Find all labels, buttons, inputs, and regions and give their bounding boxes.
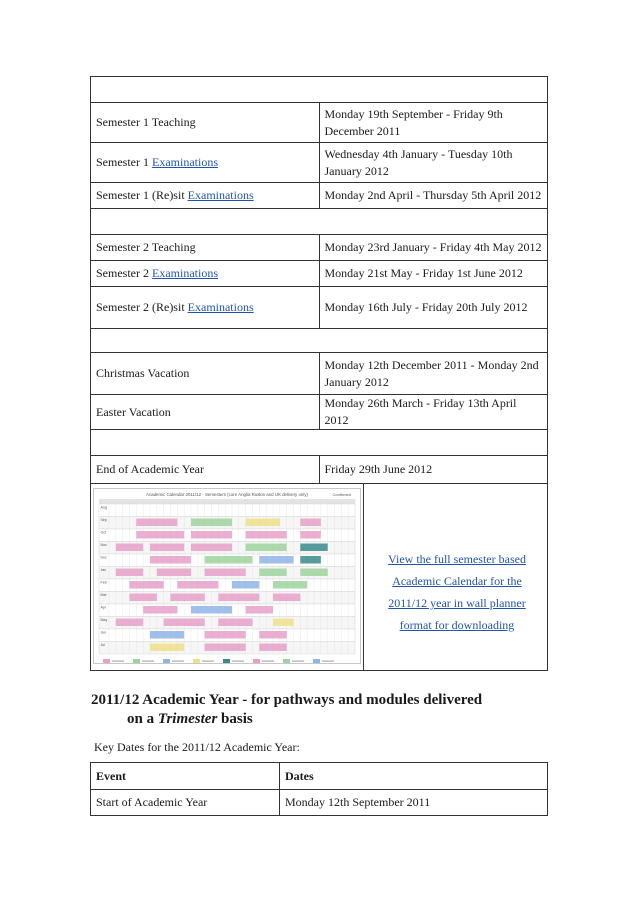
event-label: Semester 2 Teaching [96, 240, 196, 254]
column-header-dates: Dates [280, 763, 548, 790]
table-row [91, 143, 548, 183]
calendar-event-block [150, 644, 184, 652]
heading-prefix: on a [127, 711, 158, 727]
event-cell [91, 143, 320, 183]
calendar-legend-text [202, 661, 214, 662]
event-cell [91, 353, 320, 395]
trimester-dates-table [90, 762, 548, 816]
event-label-prefix: Semester 1 (Re)sit [96, 188, 188, 202]
table-row-spacer [91, 329, 548, 353]
date-cell [319, 183, 548, 209]
event-label-prefix: Semester 2 [96, 266, 152, 280]
calendar-event-block [273, 619, 294, 627]
calendar-event-block [259, 556, 293, 564]
date-text: Friday 29th June 2012 [324, 462, 433, 476]
calendar-event-block [259, 644, 286, 652]
calendar-event-block [218, 594, 259, 602]
calendar-row [91, 484, 548, 671]
key-dates-intro: Key Dates for the 2011/12 Academic Year: [94, 740, 300, 754]
link-line[interactable]: View the full semester based [388, 552, 526, 566]
calendar-event-block [218, 619, 252, 627]
calendar-cell [91, 484, 548, 671]
calendar-event-block [246, 519, 280, 527]
calendar-event-block [143, 606, 177, 614]
date-cell [319, 287, 548, 329]
date-text: Wednesday 4th January - Tuesday 10th January 2012 [324, 146, 513, 178]
calendar-event-block [136, 531, 184, 539]
date-cell [319, 143, 548, 183]
calendar-thumb-status: Confirmed [332, 492, 351, 497]
table-row [91, 790, 548, 816]
table-row-spacer [91, 430, 548, 456]
calendar-event-block [116, 619, 143, 627]
table-row [91, 287, 548, 329]
section-heading [91, 691, 561, 729]
date-text: Monday 26th March - Friday 13th April 2012 [324, 396, 517, 427]
event-label: Start of Academic Year [96, 795, 208, 809]
calendar-event-block [157, 569, 191, 577]
date-cell [319, 395, 548, 430]
heading-suffix: basis [217, 711, 253, 727]
event-cell [91, 235, 320, 261]
calendar-event-block [150, 556, 191, 564]
calendar-legend-swatch [313, 659, 320, 663]
calendar-legend-swatch [223, 659, 230, 663]
calendar-event-block [150, 631, 184, 639]
calendar-month-label: Aug [100, 505, 107, 510]
event-cell [91, 287, 320, 329]
date-cell [319, 103, 548, 143]
calendar-event-block [136, 519, 177, 527]
calendar-legend-text [292, 661, 304, 662]
event-cell [91, 456, 320, 484]
calendar-header-strip [99, 499, 355, 504]
resit-examinations-link[interactable]: Examinations [187, 300, 254, 314]
link-line[interactable]: 2011/12 year in wall planner [388, 596, 526, 610]
calendar-thumb-title: Academic Calendar 2011/12 - Semesters (core Anglia Ruskin and UK delivery only) [146, 492, 308, 497]
calendar-event-block [300, 569, 327, 577]
event-cell [91, 790, 280, 816]
calendar-event-block [246, 544, 287, 552]
calendar-event-block [300, 519, 321, 527]
calendar-divider [363, 484, 364, 670]
calendar-month-label: Jul [100, 643, 106, 647]
table-row [91, 103, 548, 143]
calendar-event-block [205, 569, 246, 577]
calendar-legend-swatch [163, 659, 170, 663]
calendar-event-block [273, 594, 300, 602]
calendar-month-label: Jun [100, 630, 107, 635]
calendar-event-block [164, 619, 205, 627]
calendar-event-block [259, 569, 286, 577]
calendar-event-block [232, 581, 259, 589]
table-row [91, 183, 548, 209]
date-text: Monday 19th September - Friday 9th December 2011 [324, 106, 503, 138]
calendar-event-block [205, 556, 253, 564]
event-label-prefix: Semester 1 [96, 155, 152, 169]
event-cell [91, 395, 320, 430]
calendar-event-block [116, 569, 143, 577]
spacer-cell [91, 209, 548, 235]
heading-line-1: 2011/12 Academic Year - for pathways and modules delivered [91, 692, 483, 708]
calendar-event-block [205, 631, 246, 639]
examinations-link[interactable]: Examinations [152, 266, 218, 280]
date-text: Monday 12th September 2011 [285, 795, 431, 809]
event-label: Christmas Vacation [96, 366, 190, 380]
date-text: Monday 12th December 2011 - Monday 2nd January 2012 [324, 357, 539, 389]
table-row-spacer [91, 209, 548, 235]
calendar-legend-swatch [103, 659, 110, 663]
calendar-month-row [99, 504, 355, 517]
calendar-month-label: Jan [100, 568, 107, 572]
table-row [91, 395, 548, 430]
calendar-event-block [150, 544, 184, 552]
column-header-event: Event [91, 763, 280, 790]
calendar-month-label: Oct [100, 530, 107, 535]
calendar-event-block [259, 631, 286, 639]
calendar-event-block [246, 606, 273, 614]
calendar-month-label: Sep [100, 518, 107, 522]
table-row-spacer [91, 77, 548, 103]
event-cell [91, 261, 320, 287]
spacer-cell [91, 430, 548, 456]
calendar-month-label: Nov [100, 543, 107, 547]
heading-emphasis: Trimester [157, 711, 218, 727]
event-label: Semester 1 Teaching [96, 115, 196, 129]
calendar-event-block [191, 544, 232, 552]
calendar-event-block [130, 594, 157, 602]
calendar-legend-text [322, 661, 334, 662]
date-text: Monday 21st May - Friday 1st June 2012 [324, 266, 523, 280]
calendar-month-label: Dec [100, 555, 107, 560]
resit-examinations-link[interactable]: Examinations [187, 188, 254, 202]
table-row [91, 456, 548, 484]
calendar-legend-swatch [133, 659, 140, 663]
event-label-prefix: Semester 2 (Re)sit [96, 300, 188, 314]
calendar-event-block [191, 519, 232, 527]
calendar-month-label: May [100, 618, 108, 622]
event-label: End of Academic Year [96, 462, 204, 476]
date-text: Monday 2nd April - Thursday 5th April 2012 [324, 188, 542, 202]
link-line[interactable]: Academic Calendar for the [392, 574, 522, 588]
table-row [91, 235, 548, 261]
calendar-event-block [130, 581, 164, 589]
calendar-event-block [205, 644, 246, 652]
heading-line-2 [91, 710, 561, 729]
calendar-month-label: Apr [100, 605, 107, 610]
date-cell [319, 261, 548, 287]
spacer-cell [91, 329, 548, 353]
date-cell [280, 790, 548, 816]
event-label: Easter Vacation [96, 404, 171, 419]
date-cell [319, 235, 548, 261]
table-row [91, 353, 548, 395]
calendar-thumbnail[interactable] [93, 488, 361, 664]
semester-dates-table [90, 76, 548, 671]
calendar-event-block [300, 544, 327, 552]
event-cell [91, 103, 320, 143]
calendar-legend-swatch [253, 659, 260, 663]
spacer-cell [91, 77, 548, 103]
calendar-legend-swatch [193, 659, 200, 663]
calendar-event-block [273, 581, 307, 589]
calendar-event-block [116, 544, 143, 552]
calendar-event-block [177, 581, 218, 589]
date-text: Monday 16th July - Friday 20th July 2012 [324, 300, 528, 314]
date-text: Monday 23rd January - Friday 4th May 2012 [324, 240, 542, 254]
calendar-legend-text [112, 661, 124, 662]
calendar-download-link[interactable] [371, 548, 543, 636]
calendar-event-block [191, 531, 232, 539]
calendar-legend-text [142, 661, 154, 662]
calendar-legend-swatch [283, 659, 290, 663]
examinations-link[interactable]: Examinations [152, 155, 218, 169]
calendar-month-label: Feb [100, 580, 107, 585]
date-cell [319, 456, 548, 484]
calendar-event-block [300, 556, 321, 564]
date-cell [319, 353, 548, 395]
calendar-event-block [171, 594, 205, 602]
table-header-row [91, 763, 548, 790]
calendar-month-label: Mar [100, 593, 107, 597]
calendar-legend-text [232, 661, 244, 662]
calendar-legend-text [262, 661, 274, 662]
link-line[interactable]: format for downloading [399, 618, 515, 632]
calendar-legend-text [172, 661, 184, 662]
table-row [91, 261, 548, 287]
event-cell [91, 183, 320, 209]
calendar-event-block [191, 606, 232, 614]
calendar-event-block [246, 531, 287, 539]
calendar-event-block [300, 531, 321, 539]
